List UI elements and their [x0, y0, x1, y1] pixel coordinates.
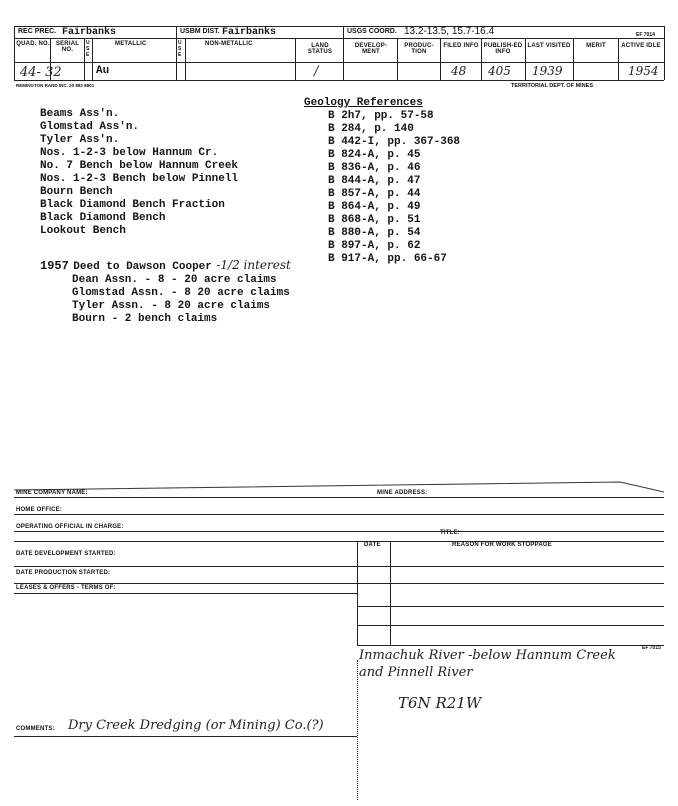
- deed-block: [40, 256, 291, 326]
- geology-ref: B 824-A, p. 45: [328, 149, 421, 161]
- last-visited-value: 1939: [532, 64, 563, 78]
- geology-ref: B 844-A, p. 47: [328, 175, 421, 187]
- operating-official-label: OPERATING OFFICIAL IN CHARGE:: [16, 524, 124, 530]
- col-development: DEVELOP-MENT: [354, 43, 388, 55]
- col-active-idle: ACTIVE IDLE: [621, 43, 661, 49]
- usgs-coord-value: 13.2-13.5, 15.7-16.4: [404, 26, 495, 37]
- usbm-dist-value: Fairbanks: [222, 27, 277, 38]
- home-office-label: HOME OFFICE:: [16, 507, 63, 513]
- deed-line: Bourn - 2 bench claims: [72, 313, 218, 325]
- geology-ref: B 442-I, pp. 367-368: [328, 136, 461, 148]
- deed-line: Dean Assn. - 8 - 20 acre claims: [72, 274, 277, 286]
- claim-item: No. 7 Bench below Hannum Creek: [40, 160, 239, 172]
- geology-heading: Geology References: [304, 97, 423, 109]
- claims-list: [40, 108, 238, 238]
- deed-interest-note: -1/2 interest: [216, 258, 291, 272]
- geology-ref: B 880-A, p. 54: [328, 227, 421, 239]
- geology-ref: B 857-A, p. 44: [328, 188, 421, 200]
- geology-ref: B 897-A, p. 62: [328, 240, 421, 252]
- card-edge: [0, 470, 678, 500]
- quad-serial-value: 44- 32: [20, 65, 62, 80]
- usbm-dist-label: USBM DIST.: [180, 28, 220, 35]
- filed-info-value: 48: [451, 64, 467, 78]
- col-land-status: LAND STATUS: [307, 43, 333, 55]
- township-range: T6N R21W: [398, 694, 482, 712]
- claim-item: Lookout Bench: [40, 225, 126, 237]
- reason-column-label: REASON FOR WORK STOPPAGE: [452, 542, 552, 548]
- metallic-value: Au: [96, 65, 110, 77]
- claim-item: Black Diamond Bench Fraction: [40, 199, 225, 211]
- claim-item: Glomstad Ass'n.: [40, 121, 140, 133]
- usgs-coord-label: USGS COORD.: [347, 28, 397, 35]
- geology-ref: B 2h7, pp. 57-58: [328, 110, 434, 122]
- claim-item: Tyler Ass'n.: [40, 134, 120, 146]
- deed-line: Deed to Dawson Cooper: [73, 261, 212, 273]
- col-serial-no: SERIAL NO.: [55, 41, 80, 53]
- claim-item: Nos. 1-2-3 below Hannum Cr.: [40, 147, 219, 159]
- col-metallic: METALLIC: [115, 41, 147, 47]
- location-line: Inmachuk River -below Hannum Creek: [359, 648, 616, 663]
- geology-ref: B 836-A, p. 46: [328, 162, 421, 174]
- form-number-2: EF 7015: [642, 645, 661, 651]
- col-merit: MERIT: [586, 43, 606, 49]
- territorial-dept: TERRITORIAL DEPT. OF MINES: [511, 83, 593, 89]
- land-status-value: /: [314, 64, 319, 79]
- claim-item: Nos. 1-2-3 Bench below Pinnell: [40, 173, 239, 185]
- published-info-value: 405: [488, 64, 511, 78]
- geology-ref: B 864-A, p. 49: [328, 201, 421, 213]
- geology-references: [304, 97, 461, 266]
- claim-item: Black Diamond Bench: [40, 212, 166, 224]
- active-idle-value: 1954: [628, 64, 659, 78]
- col-production: PRODUC-TION: [404, 43, 434, 55]
- printer-imprint: REMINGTON RAND INC. 20 882 8801: [16, 83, 95, 88]
- leases-offers-label: LEASES & OFFERS - TERMS OF:: [16, 585, 116, 591]
- rec-prec-value: Fairbanks: [62, 27, 117, 38]
- geology-ref: B 917-A, pp. 66-67: [328, 253, 447, 265]
- col-use-metallic: U S E: [86, 40, 90, 58]
- col-non-metallic: NON-METALLIC: [205, 41, 253, 47]
- col-published-info: PUBLISH-ED INFO: [483, 43, 523, 55]
- title-label: TITLE:: [440, 530, 460, 536]
- deed-year: 1957: [40, 259, 69, 273]
- mine-company-name-label: MINE COMPANY NAME:: [16, 490, 88, 496]
- col-use-nonmetallic: U S E: [178, 40, 182, 58]
- deed-line: Tyler Assn. - 8 20 acre claims: [72, 300, 271, 312]
- mine-address-label: MINE ADDRESS:: [377, 490, 428, 496]
- date-production-started-label: DATE PRODUCTION STARTED:: [16, 570, 111, 576]
- col-quad-no: QUAD. NO.: [16, 41, 50, 47]
- col-filed-info: FILED INFO: [443, 43, 479, 49]
- geology-ref: B 868-A, p. 51: [328, 214, 421, 226]
- form-number: EF 7014: [636, 32, 655, 38]
- deed-line: Glomstad Assn. - 8 20 acre claims: [72, 287, 290, 299]
- date-development-started-label: DATE DEVELOPMENT STARTED:: [16, 551, 116, 557]
- claim-item: Bourn Bench: [40, 186, 113, 198]
- rec-prec-label: REC PREC.: [18, 28, 57, 35]
- location-notes: [359, 647, 616, 681]
- location-line: and Pinnell River: [359, 665, 473, 680]
- comments-label: COMMENTS:: [16, 726, 55, 732]
- col-last-visited: LAST VISITED: [527, 43, 571, 49]
- comments-value: Dry Creek Dredging (or Mining) Co.(?): [68, 718, 324, 733]
- date-column-label: DATE: [364, 542, 381, 548]
- claim-item: Beams Ass'n.: [40, 108, 120, 120]
- geology-ref: B 284, p. 140: [328, 123, 414, 135]
